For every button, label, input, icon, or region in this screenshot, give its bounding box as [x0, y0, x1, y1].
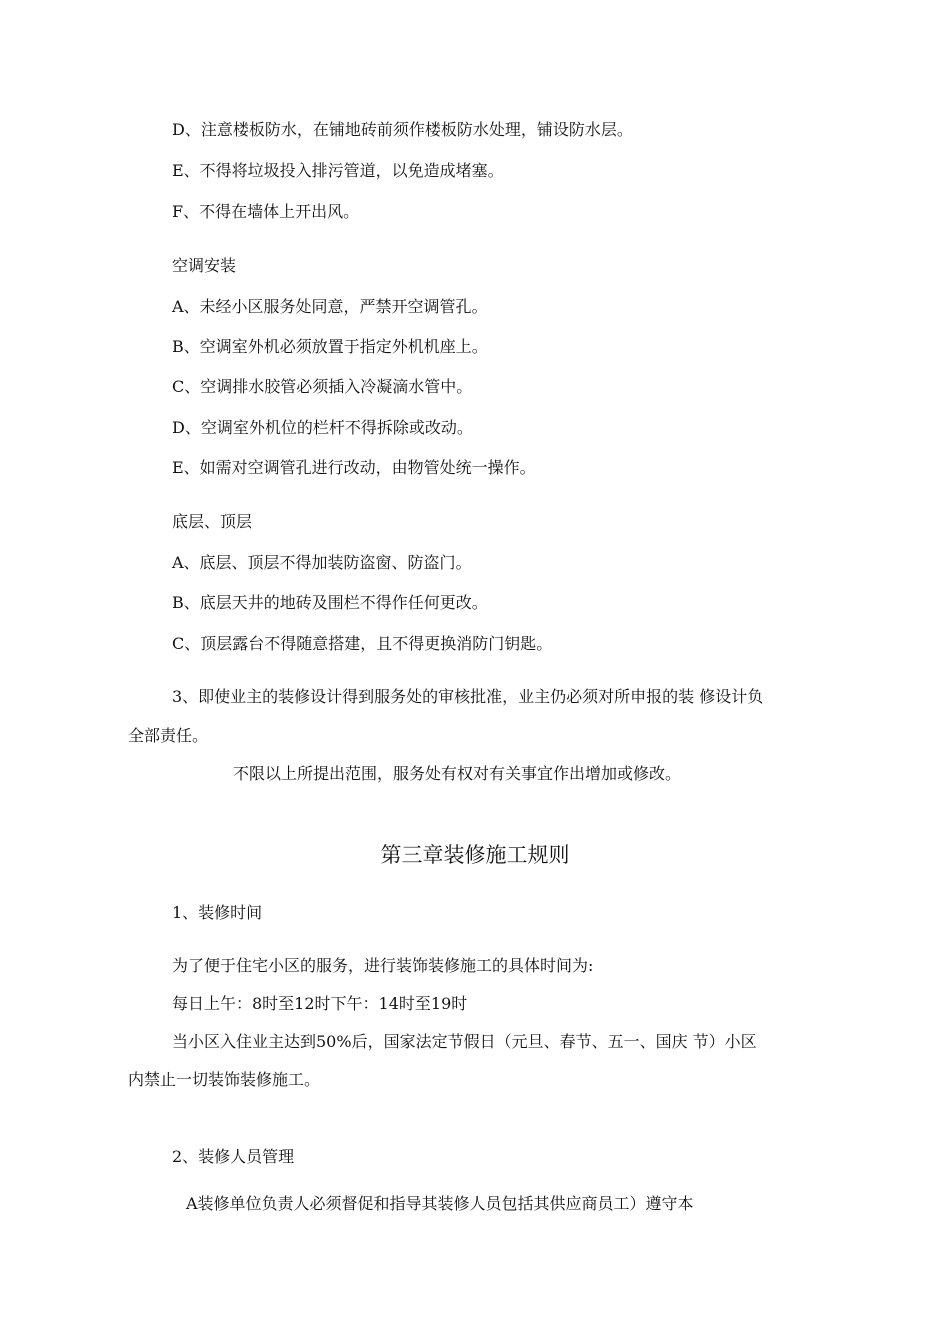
aircon-item-e: E、如需对空调管孔进行改动，由物管处统一操作。 — [172, 458, 536, 477]
floors-heading: 底层、顶层 — [172, 512, 253, 531]
aircon-item-a: A、未经小区服务处同意，严禁开空调管孔。 — [172, 297, 488, 316]
aircon-item-b: B、空调室外机必须放置于指定外机机座上。 — [172, 337, 488, 356]
floors-item-b: B、底层天井的地砖及围栏不得作任何更改。 — [172, 593, 488, 612]
aircon-heading: 空调安装 — [172, 256, 237, 275]
holiday-rule-line-2: 内禁止一切装饰装修施工。 — [128, 1070, 321, 1089]
chapter-title: 第三章装修施工规则 — [380, 843, 570, 867]
working-hours: 每日上午：8时至12时下午：14时至19时 — [172, 994, 468, 1013]
time-heading: 1、装修时间 — [172, 903, 263, 922]
aircon-item-d: D、空调室外机位的栏杆不得拆除或改动。 — [172, 418, 473, 437]
staff-item-a: A装修单位负责人必须督促和指导其装修人员包括其供应商员工）遵守本 — [186, 1194, 694, 1213]
holiday-rule-line-1: 当小区入住业主达到50%后，国家法定节假日（元旦、春节、五一、国庆 节）小区 — [172, 1032, 757, 1051]
clause-3-line-1: 3、即使业主的装修设计得到服务处的审核批准，业主仍必须对所申报的装 修设计负 — [172, 687, 764, 706]
plumbing-item-d: D、注意楼板防水，在铺地砖前须作楼板防水处理，铺设防水层。 — [172, 120, 633, 139]
plumbing-item-e: E、不得将垃圾投入排污管道，以免造成堵塞。 — [172, 161, 504, 180]
aircon-item-c: C、空调排水胶管必须插入冷凝滴水管中。 — [172, 377, 473, 396]
clause-3-line-2: 全部责任。 — [128, 726, 209, 745]
staff-heading: 2、装修人员管理 — [172, 1147, 295, 1166]
floors-item-a: A、底层、顶层不得加装防盗窗、防盗门。 — [172, 553, 472, 572]
reservation-note: 不限以上所提出范围，服务处有权对有关事宜作出增加或修改。 — [233, 764, 682, 783]
time-intro: 为了便于住宅小区的服务，进行装饰装修施工的具体时间为: — [172, 956, 594, 975]
floors-item-c: C、顶层露台不得随意搭建，且不得更换消防门钥匙。 — [172, 634, 553, 653]
plumbing-item-f: F、不得在墙体上开出风。 — [172, 202, 360, 221]
